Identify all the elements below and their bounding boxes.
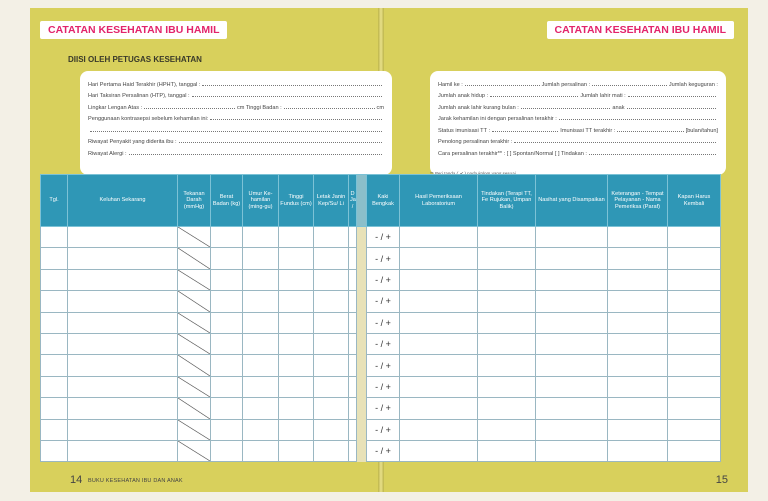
table-cell[interactable]	[608, 376, 668, 397]
form-label: Penggunaan kontrasepsi sebelum kehamilan ini:	[88, 116, 209, 122]
table-cell[interactable]	[478, 419, 536, 440]
table-cell[interactable]	[279, 312, 314, 333]
pregnancy-record-table	[40, 174, 720, 461]
fill-line[interactable]	[179, 142, 382, 143]
table-cell[interactable]	[608, 333, 668, 354]
table-cell[interactable]	[211, 227, 243, 248]
form-row	[438, 99, 718, 111]
table-cell[interactable]	[41, 291, 68, 312]
table-cell[interactable]	[400, 269, 478, 290]
form-label: anak	[612, 104, 625, 111]
table-cell[interactable]	[608, 419, 668, 440]
swelling-cell[interactable]: - / +	[367, 440, 400, 461]
table-cell[interactable]	[68, 398, 178, 419]
table-cell[interactable]	[243, 440, 279, 461]
table-cell[interactable]	[668, 248, 721, 269]
table-cell[interactable]	[243, 333, 279, 354]
form-label: Jarak kehamilan ini dengan persalinan terakhir :	[438, 116, 557, 122]
table-cell[interactable]	[279, 269, 314, 290]
form-row	[438, 122, 718, 134]
form-label: Cara persalinan terakhir** : [ ] Spontan/Normal [ ] Tindakan :	[438, 150, 587, 157]
fill-line[interactable]	[192, 96, 382, 97]
blood-pressure-cell[interactable]	[178, 333, 211, 354]
table-cell[interactable]	[536, 419, 608, 440]
form-label: Riwayat Alergi :	[88, 150, 127, 157]
table-cell[interactable]	[41, 419, 68, 440]
table-cell[interactable]	[668, 227, 721, 248]
right-form-box	[430, 71, 726, 175]
spine-gap	[357, 312, 367, 333]
column-header: Hasil Pemeriksaan Laboratorium	[400, 175, 478, 227]
form-label: Jumlah anak hidup :	[438, 93, 489, 99]
table-cell[interactable]	[668, 440, 721, 461]
blood-pressure-cell[interactable]	[178, 248, 211, 269]
fill-line[interactable]	[129, 154, 382, 155]
fill-line[interactable]	[490, 96, 578, 97]
table-cell[interactable]	[68, 355, 178, 376]
column-header: Tinggi Fundus (cm)	[279, 175, 314, 227]
left-footer-text: BUKU KESEHATAN IBU DAN ANAK	[88, 478, 183, 484]
spine-gap	[357, 333, 367, 354]
table-cell[interactable]	[608, 291, 668, 312]
table-cell[interactable]	[400, 227, 478, 248]
swelling-cell[interactable]: - / +	[367, 269, 400, 290]
table-cell[interactable]	[349, 333, 357, 354]
table-cell[interactable]	[668, 355, 721, 376]
blood-pressure-cell[interactable]	[178, 398, 211, 419]
fill-line[interactable]	[144, 108, 235, 109]
table-cell[interactable]	[349, 376, 357, 397]
table-row	[41, 333, 721, 354]
form-label: Hari Pertama Haid Terakhir (HPHT), tanggal :	[88, 81, 201, 88]
table-cell[interactable]	[68, 269, 178, 290]
table-cell[interactable]	[478, 398, 536, 419]
column-header: Kaki Bengkak	[367, 175, 400, 227]
table-cell[interactable]	[279, 440, 314, 461]
table-cell[interactable]	[314, 269, 349, 290]
table-cell[interactable]	[608, 248, 668, 269]
form-label: Lingkar Lengan Atas :	[88, 104, 143, 111]
table-cell[interactable]	[478, 355, 536, 376]
table-cell[interactable]	[279, 376, 314, 397]
table-cell[interactable]	[478, 269, 536, 290]
column-header: Tindakan (Terapi TT, Fe Rujukan, Umpan Balik)	[478, 175, 536, 227]
fill-line[interactable]	[202, 85, 382, 86]
form-row	[438, 111, 718, 123]
swelling-cell[interactable]: - / +	[367, 376, 400, 397]
left-page-number: 14	[70, 474, 83, 486]
table-cell[interactable]	[314, 227, 349, 248]
table-row	[41, 248, 721, 269]
table-cell[interactable]	[314, 398, 349, 419]
table-cell[interactable]	[68, 440, 178, 461]
table-cell[interactable]	[536, 248, 608, 269]
table-cell[interactable]	[668, 333, 721, 354]
right-page-number: 15	[715, 474, 728, 486]
form-row	[88, 99, 384, 111]
table-cell[interactable]	[279, 419, 314, 440]
swelling-cell[interactable]: - / +	[367, 398, 400, 419]
table-row	[41, 355, 721, 376]
table-cell[interactable]	[400, 312, 478, 333]
fill-line[interactable]	[628, 96, 716, 97]
table-cell[interactable]	[400, 355, 478, 376]
table-row	[41, 398, 721, 419]
table-cell[interactable]	[349, 248, 357, 269]
table-cell[interactable]	[211, 333, 243, 354]
table-cell[interactable]	[243, 376, 279, 397]
blood-pressure-cell[interactable]	[178, 227, 211, 248]
table-cell[interactable]	[41, 269, 68, 290]
table-cell[interactable]	[314, 419, 349, 440]
table-cell[interactable]	[536, 291, 608, 312]
column-header: Tgl.	[41, 175, 68, 227]
form-row	[438, 88, 718, 100]
column-header: Umur Ke-hamilan (ming-gu)	[243, 175, 279, 227]
table-cell[interactable]	[478, 291, 536, 312]
table-cell[interactable]	[68, 333, 178, 354]
table-cell[interactable]	[314, 376, 349, 397]
table-cell[interactable]	[68, 291, 178, 312]
table-cell[interactable]	[478, 227, 536, 248]
table-cell[interactable]	[41, 227, 68, 248]
swelling-cell[interactable]: - / +	[367, 333, 400, 354]
table-cell[interactable]	[41, 248, 68, 269]
spine-gap	[357, 419, 367, 440]
table-cell[interactable]	[608, 398, 668, 419]
table-cell[interactable]	[243, 312, 279, 333]
form-row	[438, 76, 718, 88]
left-page-banner: CATATAN KESEHATAN IBU HAMIL	[40, 21, 227, 39]
table-cell[interactable]	[478, 248, 536, 269]
table-cell[interactable]	[608, 355, 668, 376]
table-cell[interactable]	[349, 227, 357, 248]
table-row	[41, 269, 721, 290]
table-row	[41, 312, 721, 333]
table-cell[interactable]	[41, 398, 68, 419]
form-label: Hari Taksiran Persalinan (HTP), tanggal :	[88, 93, 190, 99]
spine-gap	[357, 398, 367, 419]
fill-line[interactable]	[465, 85, 540, 86]
table-cell[interactable]	[243, 227, 279, 248]
swelling-cell[interactable]: - / +	[367, 419, 400, 440]
column-header: Tekanan Darah (mmHg)	[178, 175, 211, 227]
table-cell[interactable]	[68, 227, 178, 248]
spine-gap	[357, 355, 367, 376]
table-cell[interactable]	[668, 419, 721, 440]
table-cell[interactable]	[243, 291, 279, 312]
swelling-cell[interactable]: - / +	[367, 312, 400, 333]
table-row	[41, 376, 721, 397]
form-label: [bulan/tahun]	[685, 127, 718, 134]
table-cell[interactable]	[314, 312, 349, 333]
fill-line[interactable]	[521, 108, 611, 109]
table-cell[interactable]	[211, 291, 243, 312]
table-cell[interactable]	[349, 419, 357, 440]
table-cell[interactable]	[243, 269, 279, 290]
table-cell[interactable]	[400, 248, 478, 269]
table-cell[interactable]	[668, 291, 721, 312]
form-label: cm Tinggi Badan :	[236, 104, 282, 111]
table-cell[interactable]	[478, 440, 536, 461]
column-header: Letak Janin Kep/Su/ Li	[314, 175, 349, 227]
table-cell[interactable]	[279, 291, 314, 312]
left-page-subtitle: DIISI OLEH PETUGAS KESEHATAN	[68, 55, 202, 64]
table-cell[interactable]	[608, 312, 668, 333]
fill-line[interactable]	[589, 154, 716, 155]
spine-gap	[357, 269, 367, 290]
table-cell[interactable]	[349, 269, 357, 290]
table-cell[interactable]	[400, 398, 478, 419]
table-cell[interactable]	[668, 312, 721, 333]
table-row	[41, 291, 721, 312]
swelling-cell[interactable]: - / +	[367, 227, 400, 248]
table-cell[interactable]	[279, 355, 314, 376]
form-row	[88, 122, 384, 134]
table-cell[interactable]	[41, 312, 68, 333]
table-cell[interactable]	[314, 355, 349, 376]
table-cell[interactable]	[349, 440, 357, 461]
table-cell[interactable]	[314, 248, 349, 269]
swelling-cell[interactable]: - / +	[367, 355, 400, 376]
table-cell[interactable]	[608, 227, 668, 248]
table-cell[interactable]	[608, 269, 668, 290]
table-cell[interactable]	[536, 333, 608, 354]
table-cell[interactable]	[536, 269, 608, 290]
table-cell[interactable]	[314, 440, 349, 461]
spine-gap	[357, 376, 367, 397]
column-header: Berat Badan (kg)	[211, 175, 243, 227]
table-cell[interactable]	[400, 291, 478, 312]
table-row	[41, 419, 721, 440]
form-label: cm	[376, 104, 384, 111]
table-cell[interactable]	[279, 398, 314, 419]
table-cell[interactable]	[478, 312, 536, 333]
fill-line[interactable]	[592, 85, 667, 86]
table-cell[interactable]	[41, 440, 68, 461]
fill-line[interactable]	[90, 131, 382, 132]
right-page-banner: CATATAN KESEHATAN IBU HAMIL	[547, 21, 734, 39]
table-cell[interactable]	[400, 440, 478, 461]
table-cell[interactable]	[349, 312, 357, 333]
table-cell[interactable]	[211, 248, 243, 269]
form-row	[88, 145, 384, 157]
table-cell[interactable]	[279, 227, 314, 248]
table-cell[interactable]	[243, 248, 279, 269]
form-label: Riwayat Penyakit yang diderita ibu :	[88, 139, 177, 145]
blood-pressure-cell[interactable]	[178, 419, 211, 440]
column-header: Keluhan Sekarang	[68, 175, 178, 227]
table-cell[interactable]	[68, 312, 178, 333]
table-row	[41, 227, 721, 248]
table-cell[interactable]	[68, 376, 178, 397]
form-row	[438, 134, 718, 146]
table-cell[interactable]	[243, 419, 279, 440]
table-cell[interactable]	[478, 333, 536, 354]
form-label: Hamil ke :	[438, 81, 463, 88]
table-cell[interactable]	[211, 376, 243, 397]
table-cell[interactable]	[400, 419, 478, 440]
column-header: D Ja /	[349, 175, 357, 227]
column-header: Kapan Harus Kembali	[668, 175, 721, 227]
spine-gap	[357, 248, 367, 269]
fill-line[interactable]	[627, 108, 717, 109]
table-cell[interactable]	[41, 333, 68, 354]
table-cell[interactable]	[243, 355, 279, 376]
table-cell[interactable]	[211, 312, 243, 333]
table-cell[interactable]	[211, 419, 243, 440]
swelling-cell[interactable]: - / +	[367, 248, 400, 269]
form-label: Jumlah keguguran :	[668, 81, 718, 88]
table-cell[interactable]	[211, 269, 243, 290]
table-cell[interactable]	[314, 291, 349, 312]
table-cell[interactable]	[314, 333, 349, 354]
table-cell[interactable]	[400, 376, 478, 397]
form-label: Status imunisasi TT :	[438, 127, 491, 134]
blood-pressure-cell[interactable]	[178, 312, 211, 333]
swelling-cell[interactable]: - / +	[367, 291, 400, 312]
blood-pressure-cell[interactable]	[178, 376, 211, 397]
table-cell[interactable]	[608, 440, 668, 461]
table-cell[interactable]	[536, 440, 608, 461]
table-cell[interactable]	[536, 227, 608, 248]
table-cell[interactable]	[400, 333, 478, 354]
form-row	[438, 145, 718, 157]
table-cell[interactable]	[536, 312, 608, 333]
table-cell[interactable]	[211, 355, 243, 376]
table-cell[interactable]	[41, 376, 68, 397]
table-cell[interactable]	[536, 398, 608, 419]
form-label: Jumlah anak lahir kurang bulan :	[438, 104, 519, 111]
table-cell[interactable]	[478, 376, 536, 397]
table-cell[interactable]	[668, 269, 721, 290]
fill-line[interactable]	[617, 131, 683, 132]
left-form-box	[80, 71, 392, 175]
table-cell[interactable]	[349, 398, 357, 419]
column-header: Nasihat yang Disampaikan	[536, 175, 608, 227]
fill-line[interactable]	[210, 119, 382, 120]
table-cell[interactable]	[279, 248, 314, 269]
table-cell[interactable]	[41, 355, 68, 376]
table-cell[interactable]	[668, 398, 721, 419]
fill-line[interactable]	[559, 119, 716, 120]
form-row	[88, 76, 384, 88]
table-row	[41, 440, 721, 461]
form-label: Jumlah lahir mati :	[580, 93, 626, 99]
blood-pressure-cell[interactable]	[178, 355, 211, 376]
table-cell[interactable]	[243, 398, 279, 419]
spine-gap	[357, 175, 367, 227]
form-label: Imunisasi TT terakhir :	[560, 127, 616, 134]
form-row	[88, 88, 384, 100]
table-cell[interactable]	[211, 440, 243, 461]
column-header: Keterangan - Tempat Pelayanan - Nama Pemeriksa (Paraf)	[608, 175, 668, 227]
blood-pressure-cell[interactable]	[178, 269, 211, 290]
spine-gap	[357, 227, 367, 248]
fill-line[interactable]	[284, 108, 375, 109]
fill-line[interactable]	[492, 131, 558, 132]
fill-line[interactable]	[514, 142, 716, 143]
form-row	[88, 111, 384, 123]
form-label: Penolong persalinan terakhir :	[438, 139, 513, 145]
table-cell[interactable]	[536, 376, 608, 397]
table-cell[interactable]	[211, 398, 243, 419]
spine-gap	[357, 291, 367, 312]
blood-pressure-cell[interactable]	[178, 440, 211, 461]
table-cell[interactable]	[349, 291, 357, 312]
table-cell[interactable]	[536, 355, 608, 376]
table-cell[interactable]	[68, 248, 178, 269]
spine-gap	[357, 440, 367, 461]
table-cell[interactable]	[668, 376, 721, 397]
blood-pressure-cell[interactable]	[178, 291, 211, 312]
table-cell[interactable]	[349, 355, 357, 376]
table-cell[interactable]	[68, 419, 178, 440]
table-cell[interactable]	[279, 333, 314, 354]
form-row	[88, 134, 384, 146]
form-label: Jumlah persalinan :	[541, 81, 591, 88]
